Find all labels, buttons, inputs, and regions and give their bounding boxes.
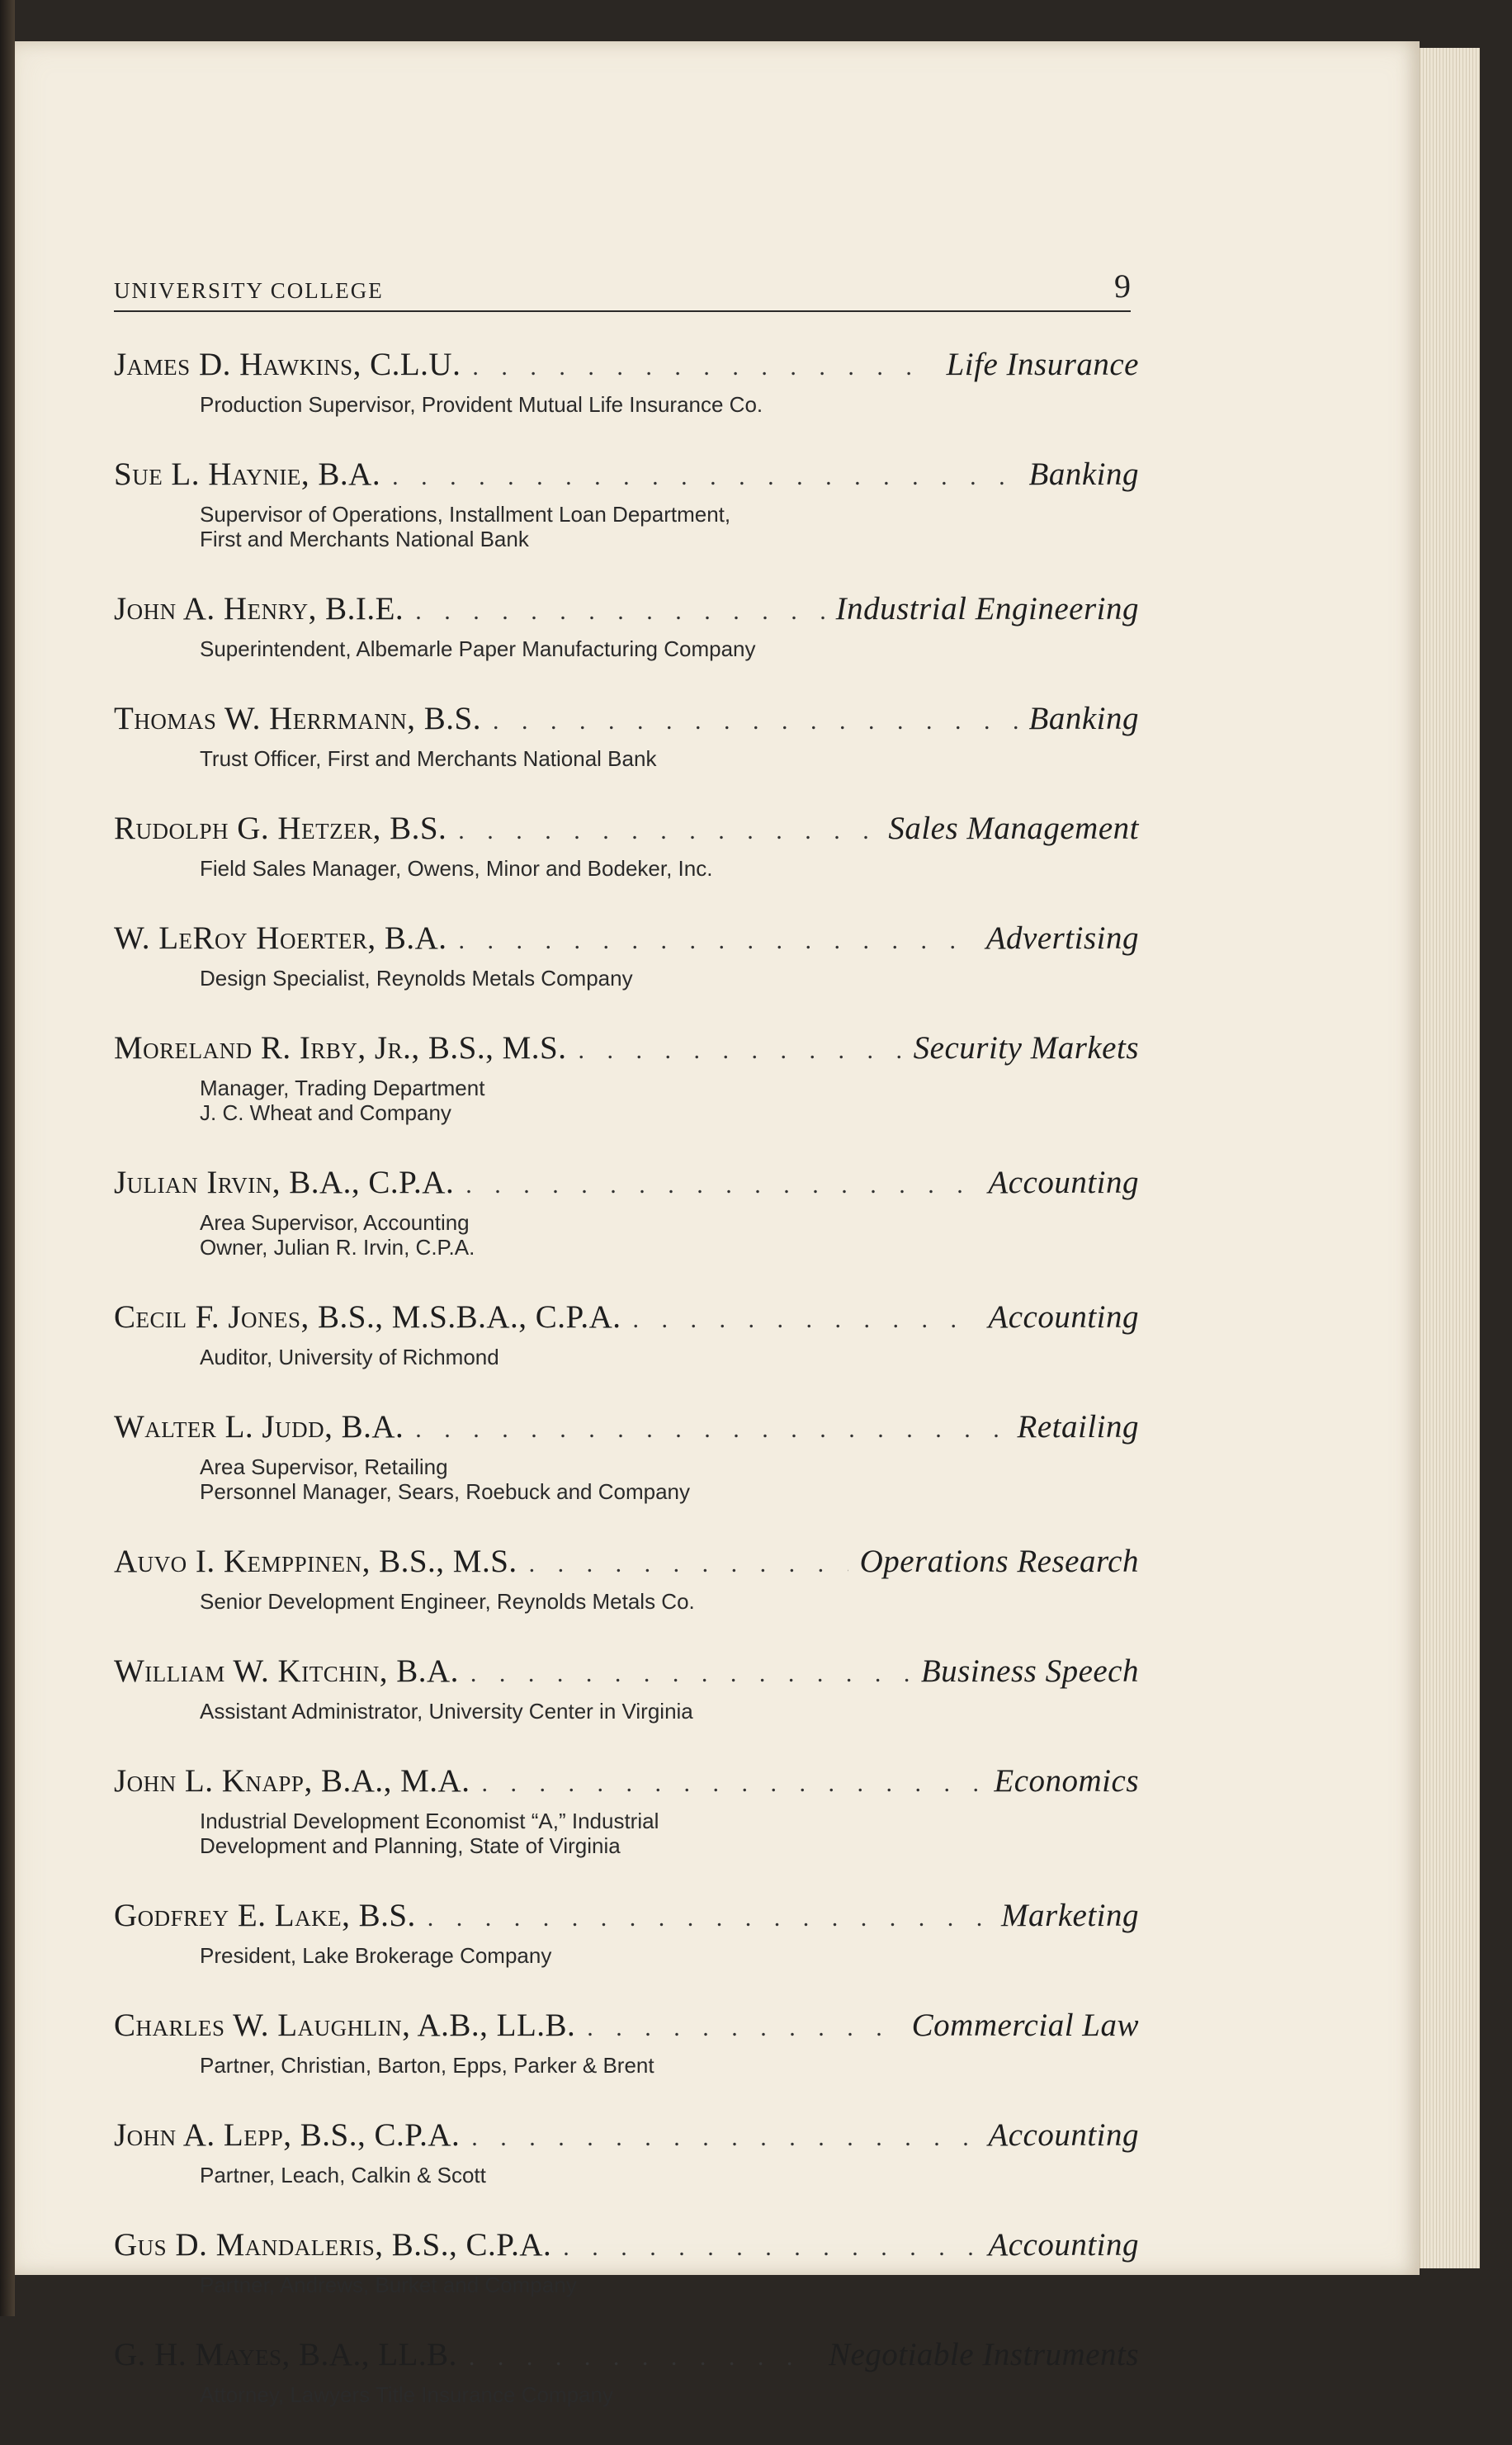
dot-leader <box>469 2338 817 2377</box>
subject-taught: Banking <box>1028 456 1139 492</box>
faculty-entry <box>114 2116 1139 2187</box>
dot-leader <box>459 921 975 961</box>
position-line: Partner, Leach, Calkin & Scott <box>200 2163 486 2187</box>
faculty-name: James D. Hawkins, C.L.U. <box>114 347 461 382</box>
subject-taught: Advertising <box>985 920 1139 956</box>
faculty-entry <box>114 1896 1139 1968</box>
entry-heading <box>114 919 1139 961</box>
dot-leader <box>471 2118 976 2158</box>
faculty-name: G. H. Mayes, B.A., LL.B. <box>114 2337 457 2372</box>
faculty-position <box>200 1210 1139 1260</box>
faculty-name: Julian Irvin, B.A., C.P.A. <box>114 1165 455 1200</box>
dot-leader <box>470 1654 910 1694</box>
faculty-position <box>200 1454 1139 1504</box>
faculty-position <box>200 502 1139 551</box>
subject-taught: Accounting <box>988 2117 1139 2153</box>
running-title: UNIVERSITY COLLEGE <box>114 278 384 303</box>
subject-taught: Life Insurance <box>946 347 1139 382</box>
position-line: Assistant Administrator, University Center in Virginia <box>200 1699 693 1724</box>
faculty-entry <box>114 1407 1139 1504</box>
faculty-name: Auvo I. Kemppinen, B.S., M.S. <box>114 1544 517 1579</box>
position-line: J. C. Wheat and Company <box>200 1100 451 1125</box>
faculty-name: Gus D. Mandaleris, B.S., C.P.A. <box>114 2227 552 2263</box>
subject-taught: Retailing <box>1017 1409 1139 1445</box>
position-line: Supervisor of Operations, Installment Loan Department, <box>200 502 731 527</box>
faculty-entry <box>114 455 1139 551</box>
faculty-position <box>200 2272 1139 2297</box>
dot-leader <box>563 2228 976 2268</box>
faculty-name: Walter L. Judd, B.A. <box>114 1409 404 1445</box>
dot-leader <box>529 1544 848 1584</box>
entry-heading <box>114 345 1139 387</box>
position-line: Senior Development Engineer, Reynolds Metals Co. <box>200 1589 695 1614</box>
subject-taught: Accounting <box>988 1165 1139 1200</box>
position-line: Partner, Christian, Barton, Epps, Parker & Brent <box>200 2053 654 2078</box>
subject-taught: Banking <box>1028 701 1139 736</box>
faculty-entry <box>114 2006 1139 2078</box>
faculty-position <box>200 856 1139 881</box>
subject-taught: Industrial Engineering <box>835 591 1139 627</box>
position-line: Owner, Julian R. Irvin, C.P.A. <box>200 1235 475 1260</box>
subject-taught: Security Markets <box>913 1030 1139 1066</box>
position-line: Field Sales Manager, Owens, Minor and Bodeker, Inc. <box>200 856 713 881</box>
entry-heading <box>114 2116 1139 2158</box>
faculty-position <box>200 1809 1139 1858</box>
faculty-name: Moreland R. Irby, Jr., B.S., M.S. <box>114 1030 567 1066</box>
entry-heading <box>114 2225 1139 2268</box>
faculty-name: W. LeRoy Hoerter, B.A. <box>114 920 447 956</box>
faculty-name: John A. Henry, B.I.E. <box>114 591 404 627</box>
faculty-position <box>200 2382 1139 2407</box>
faculty-entry <box>114 2225 1139 2297</box>
page-header <box>114 269 1131 312</box>
faculty-entry <box>114 1163 1139 1260</box>
page-edges <box>1420 48 1480 2268</box>
position-line: President, Lake Brokerage Company <box>200 1943 552 1968</box>
dot-leader <box>415 1410 1005 1450</box>
dot-leader <box>392 457 1017 497</box>
faculty-position <box>200 1345 1139 1369</box>
position-line: Personnel Manager, Sears, Roebuck and Company <box>200 1479 691 1504</box>
faculty-position <box>200 746 1139 771</box>
position-line: Auditor, University of Richmond <box>200 1345 499 1369</box>
position-line: First and Merchants National Bank <box>200 527 529 551</box>
faculty-list <box>114 345 1139 2445</box>
faculty-entry <box>114 1298 1139 1369</box>
faculty-entry <box>114 1762 1139 1858</box>
faculty-position <box>200 1076 1139 1125</box>
dot-leader <box>493 702 1018 741</box>
dot-leader <box>578 1031 901 1071</box>
faculty-entry <box>114 1029 1139 1125</box>
position-line: Manager, Trading Department <box>200 1076 485 1100</box>
position-line: Design Specialist, Reynolds Metals Company <box>200 966 633 991</box>
position-line: Industrial Development Economist “A,” Industrial <box>200 1809 659 1833</box>
position-line: Area Supervisor, Accounting <box>200 1210 470 1235</box>
subject-taught: Accounting <box>988 2227 1139 2263</box>
entry-heading <box>114 589 1139 631</box>
position-line: Area Supervisor, Retailing <box>200 1454 448 1479</box>
subject-taught: Business Speech <box>920 1653 1139 1689</box>
position-line: Superintendent, Albemarle Paper Manufacturing Company <box>200 636 756 661</box>
entry-heading <box>114 809 1139 851</box>
dot-leader <box>465 1166 976 1205</box>
entry-heading <box>114 1163 1139 1205</box>
dot-leader <box>415 592 824 631</box>
subject-taught: Commercial Law <box>911 2008 1139 2043</box>
dot-leader <box>633 1300 977 1340</box>
faculty-position <box>200 1699 1139 1724</box>
dot-leader <box>428 1899 990 1938</box>
faculty-entry <box>114 919 1139 991</box>
entry-heading <box>114 1652 1139 1694</box>
entry-heading <box>114 1762 1139 1804</box>
entry-heading <box>114 699 1139 741</box>
entry-heading <box>114 2335 1139 2377</box>
faculty-position <box>200 1943 1139 1968</box>
entry-heading <box>114 1542 1139 1584</box>
entry-heading <box>114 455 1139 497</box>
faculty-entry <box>114 809 1139 881</box>
faculty-name: William W. Kitchin, B.A. <box>114 1653 459 1689</box>
faculty-position <box>200 2053 1139 2078</box>
faculty-name: Charles W. Laughlin, A.B., LL.B. <box>114 2008 576 2043</box>
faculty-name: Thomas W. Herrmann, B.S. <box>114 701 481 736</box>
dot-leader <box>458 811 876 851</box>
subject-taught: Sales Management <box>888 811 1139 846</box>
page-number: 9 <box>1114 267 1131 305</box>
faculty-name: Godfrey E. Lake, B.S. <box>114 1898 416 1933</box>
faculty-entry <box>114 2335 1139 2407</box>
faculty-position <box>200 966 1139 991</box>
position-line: Development and Planning, State of Virginia <box>200 1833 621 1858</box>
dot-leader <box>472 348 934 387</box>
entry-heading <box>114 1407 1139 1450</box>
faculty-entry <box>114 1652 1139 1724</box>
position-line: Production Supervisor, Provident Mutual Life Insurance Co. <box>200 392 763 417</box>
faculty-name: Cecil F. Jones, B.S., M.S.B.A., C.P.A. <box>114 1299 621 1335</box>
position-line: Partner, Andrews, Burket and Company <box>200 2272 577 2297</box>
faculty-name: Sue L. Haynie, B.A. <box>114 456 381 492</box>
book-spine <box>0 0 15 2316</box>
faculty-entry <box>114 699 1139 771</box>
position-line: Trust Officer, First and Merchants National Bank <box>200 746 657 771</box>
position-line: Attorney, Lawyers Title Insurance Company <box>200 2382 613 2407</box>
dot-leader <box>481 1764 982 1804</box>
faculty-position <box>200 636 1139 661</box>
faculty-position <box>200 2163 1139 2187</box>
subject-taught: Operations Research <box>859 1544 1139 1579</box>
subject-taught: Negotiable Instruments <box>828 2337 1139 2372</box>
entry-heading <box>114 2006 1139 2048</box>
faculty-name: Rudolph G. Hetzer, B.S. <box>114 811 447 846</box>
subject-taught: Marketing <box>1001 1898 1139 1933</box>
faculty-name: John L. Knapp, B.A., M.A. <box>114 1763 470 1799</box>
dot-leader <box>587 2008 900 2048</box>
faculty-position <box>200 1589 1139 1614</box>
subject-taught: Economics <box>994 1763 1139 1799</box>
subject-taught: Accounting <box>988 1299 1139 1335</box>
entry-heading <box>114 1029 1139 1071</box>
faculty-entry <box>114 589 1139 661</box>
entry-heading <box>114 1896 1139 1938</box>
faculty-name: John A. Lepp, B.S., C.P.A. <box>114 2117 461 2153</box>
faculty-position <box>200 392 1139 417</box>
faculty-entry <box>114 345 1139 417</box>
entry-heading <box>114 1298 1139 1340</box>
faculty-entry <box>114 1542 1139 1614</box>
